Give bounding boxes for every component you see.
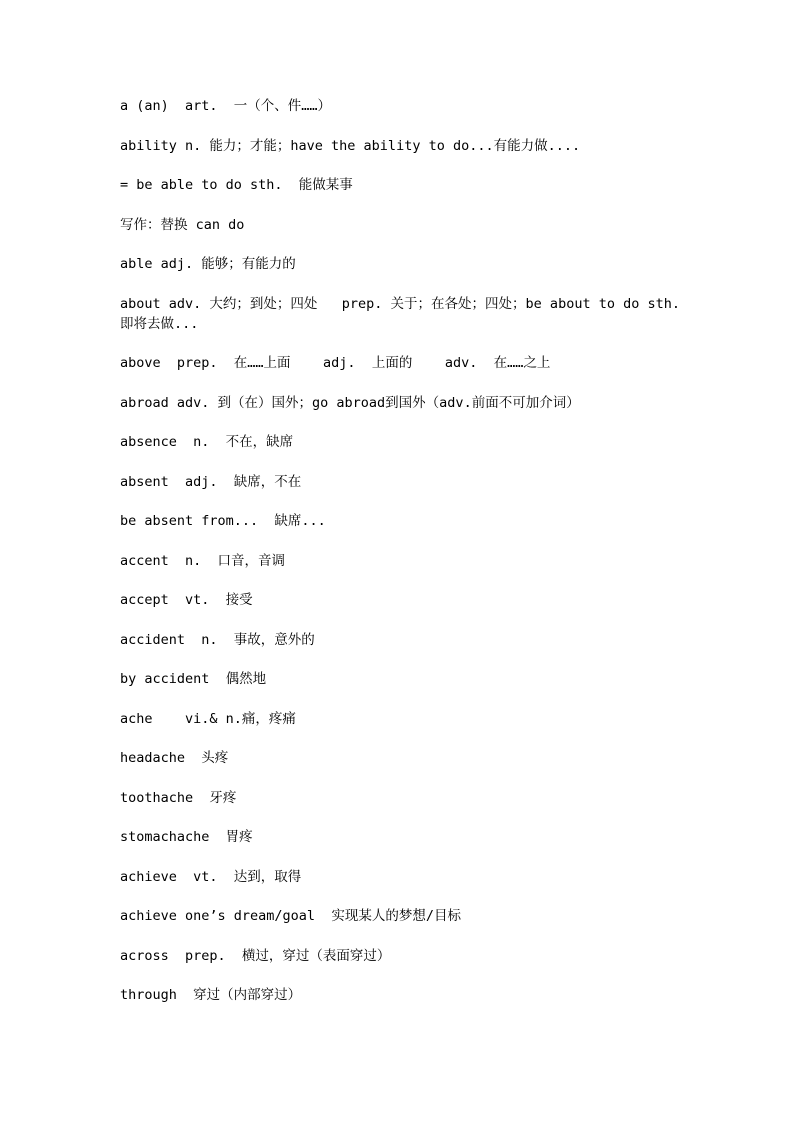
vocabulary-list [120,96,705,1025]
vocabulary-entry: through 穿过（内部穿过） [120,987,302,1003]
vocabulary-entry: absent adj. 缺席，不在 [120,473,302,490]
vocabulary-entry: about adv. 大约；到处；四处 prep. 关于；在各处；四处；be about to do sth. 即将去做... [120,295,705,332]
vocabulary-entry: achieve vt. 达到，取得 [120,868,302,885]
vocabulary-entry: above prep. 在……上面 adj. 上面的 adv. 在……之上 [120,355,551,371]
vocabulary-entry: = be able to do sth. 能做某事 [120,177,353,193]
vocabulary-entry: achieve one’s dream/goal 实现某人的梦想/目标 [120,908,461,924]
vocabulary-entry: ache vi.& n.痛，疼痛 [120,710,296,727]
vocabulary-entry: be absent from... 缺席... [120,513,326,529]
vocabulary-entry: a (an) art. 一（个、件……） [120,98,332,114]
vocabulary-entry: able adj. 能够；有能力的 [120,256,296,272]
vocabulary-entry: headache 头疼 [120,750,229,766]
vocabulary-entry: absence n. 不在，缺席 [120,434,294,450]
vocabulary-entry: 写作：替换 can do [120,216,245,233]
vocabulary-entry: toothache 牙疼 [120,789,237,806]
vocabulary-entry: accept vt. 接受 [120,592,253,608]
vocabulary-entry: abroad adv. 到（在）国外；go abroad到国外（adv.前面不可加介词） [120,394,580,411]
vocabulary-entry: across prep. 横过，穿过（表面穿过） [120,947,391,964]
vocabulary-entry: stomachache 胃疼 [120,829,253,845]
vocabulary-entry: by accident 偶然地 [120,671,267,687]
vocabulary-entry: accent n. 口音，音调 [120,552,286,569]
vocabulary-entry: accident n. 事故，意外的 [120,631,315,648]
vocabulary-entry: ability n. 能力；才能；have the ability to do...有能力做.... [120,137,581,154]
